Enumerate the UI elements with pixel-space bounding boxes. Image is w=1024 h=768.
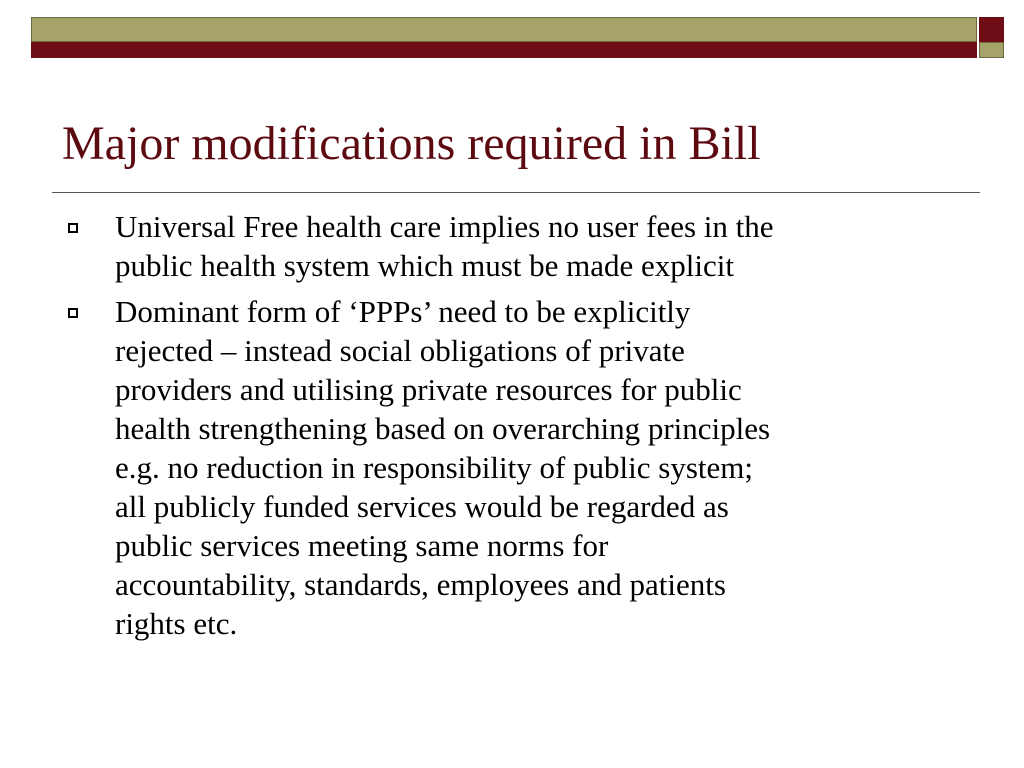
bullet-item-universal-free-care <box>64 207 964 285</box>
bullet-text-line: all publicly funded services would be regarded as <box>115 489 729 524</box>
corner-square-olive <box>979 42 1004 58</box>
hollow-square-bullet-icon <box>68 223 78 233</box>
bullet-text-line: Dominant form of ‘PPPs’ need to be explicitly <box>115 294 691 329</box>
slide-title: Major modifications required in Bill <box>62 117 761 170</box>
bullet-list <box>64 207 964 650</box>
bullet-text-line: public services meeting same norms for <box>115 528 609 563</box>
bullet-text-line: public health system which must be made explicit <box>115 248 735 283</box>
bullet-text-line: e.g. no reduction in responsibility of public system; <box>115 450 753 485</box>
corner-square-maroon <box>979 17 1004 42</box>
bullet-text-line: rejected – instead social obligations of private <box>115 333 685 368</box>
bullet-text-line: Universal Free health care implies no user fees in the <box>115 209 774 244</box>
bullet-text-line: accountability, standards, employees and patients <box>115 567 726 602</box>
bullet-text-line: providers and utilising private resources for public <box>115 372 742 407</box>
bullet-text-line: rights etc. <box>115 606 238 641</box>
bullet-item-ppps-rejected <box>64 292 964 643</box>
header-bar-maroon <box>31 42 977 58</box>
bullet-text-line: health strengthening based on overarching principles <box>115 411 771 446</box>
hollow-square-bullet-icon <box>68 308 78 318</box>
header-bar-olive <box>31 17 977 42</box>
title-divider <box>52 192 980 193</box>
